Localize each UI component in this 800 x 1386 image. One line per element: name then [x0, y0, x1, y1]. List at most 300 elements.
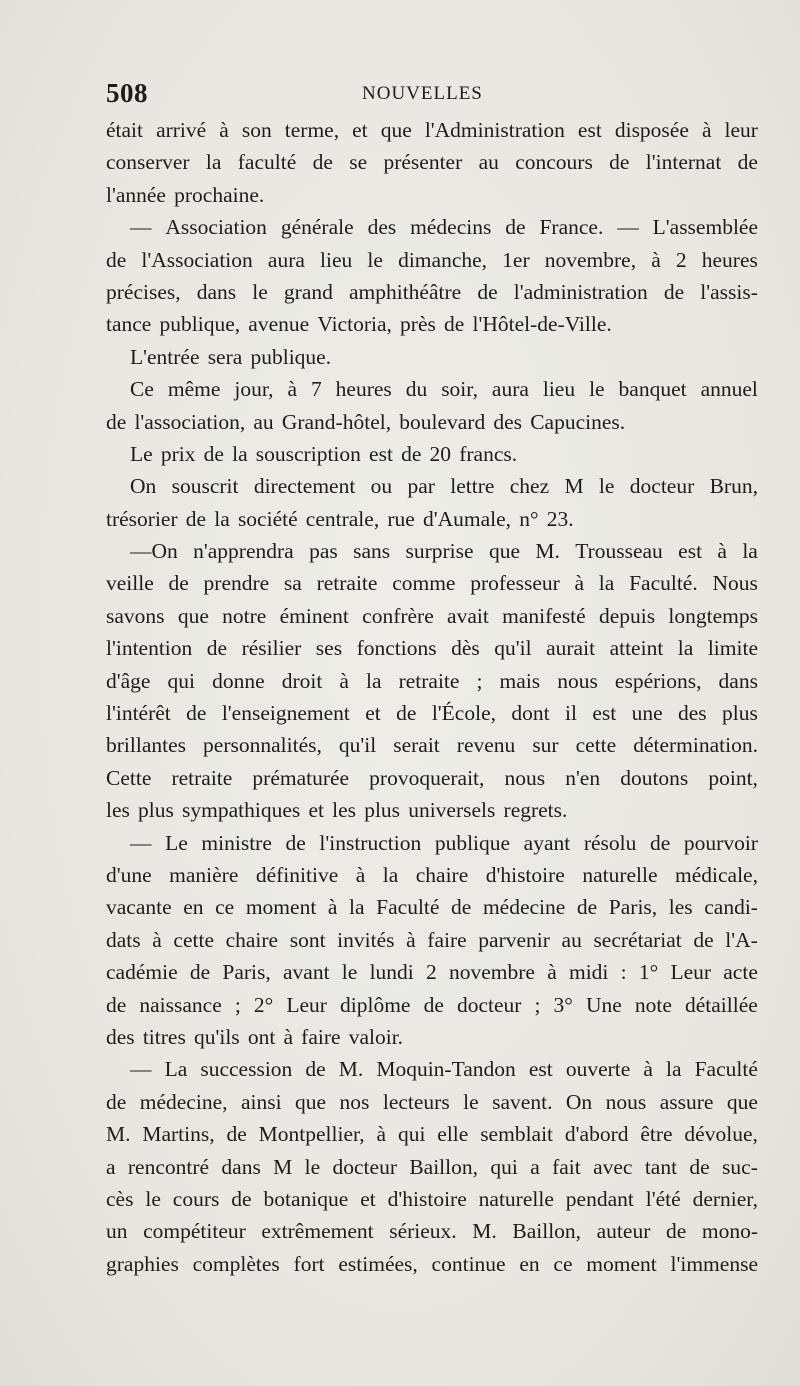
word: veille — [106, 571, 154, 596]
word: prochaine. — [174, 182, 265, 207]
word: que — [295, 1089, 327, 1114]
word: aurait — [546, 636, 596, 661]
word: naturelle — [478, 1186, 554, 1211]
word: ses — [315, 636, 343, 661]
word: détermination. — [633, 733, 758, 758]
word: ainsi — [240, 1089, 282, 1114]
word: la — [349, 895, 365, 920]
word: n'en — [565, 765, 601, 790]
word: estimées, — [338, 1251, 418, 1276]
word: ont — [247, 1024, 276, 1049]
word: la — [598, 571, 615, 596]
text-line — [106, 1215, 758, 1247]
word: l'enseignement — [221, 701, 350, 726]
word: l'administration — [513, 279, 648, 304]
word: titres — [142, 1024, 186, 1049]
word: dès — [451, 636, 480, 661]
word: midi — [568, 960, 609, 985]
word: Moquin-Tandon — [376, 1057, 516, 1082]
word: de — [168, 571, 189, 596]
word: est — [592, 701, 617, 726]
word: d'histoire — [485, 862, 565, 887]
word: l'assis- — [700, 279, 758, 304]
word: provoquerait, — [369, 765, 485, 790]
word: France. — [539, 215, 604, 240]
word: avait — [447, 603, 489, 628]
word: la — [665, 1057, 682, 1082]
text-line — [106, 729, 758, 761]
word: M. — [338, 1057, 364, 1082]
word: de — [477, 279, 498, 304]
word: terme, — [284, 118, 340, 142]
word: de — [106, 409, 127, 434]
word: auteur — [596, 1219, 651, 1244]
text-line — [106, 1183, 758, 1215]
word: a — [106, 1154, 116, 1179]
word: depuis — [598, 603, 656, 628]
word: plus — [722, 701, 758, 726]
word: de — [665, 1219, 687, 1244]
word: se — [349, 150, 368, 175]
word: d'abord — [564, 1122, 629, 1147]
word: qui — [397, 1122, 426, 1147]
word: nos — [339, 1089, 370, 1114]
word: à — [152, 927, 162, 952]
word: générale — [280, 215, 354, 240]
word: sympathiques — [182, 798, 301, 823]
word: Leur — [670, 960, 712, 985]
word: boulevard — [399, 409, 486, 434]
word: l'Hôtel-de-Ville. — [472, 312, 612, 337]
word: complètes — [192, 1251, 280, 1276]
word: docteur — [456, 992, 522, 1017]
word: de — [650, 830, 671, 855]
word: extrêmement — [261, 1219, 374, 1244]
word: à — [287, 377, 297, 402]
word: d'une — [106, 862, 152, 887]
word: ministre — [201, 830, 272, 855]
word: éminent — [279, 603, 349, 628]
word: cette — [173, 927, 214, 952]
word: francs. — [459, 441, 518, 466]
word: l'internat — [645, 150, 722, 175]
word: M. — [472, 1219, 497, 1244]
word: suc- — [722, 1154, 758, 1179]
word: notre — [222, 603, 267, 628]
text-line — [106, 244, 758, 276]
word: souscrit — [171, 474, 239, 499]
word: avec — [593, 1154, 633, 1179]
word: et — [352, 118, 368, 142]
word: de — [312, 150, 333, 175]
word: publique — [434, 830, 511, 855]
word: l'été — [645, 1186, 681, 1211]
word: 2 — [426, 960, 437, 985]
word: rencontré — [127, 1154, 210, 1179]
word: 3° — [553, 992, 573, 1017]
word: Faculté — [376, 895, 440, 920]
word: n'apprendra — [193, 539, 294, 564]
word: l'instruction — [319, 830, 422, 855]
word: cette — [575, 733, 617, 758]
word: cadémie — [106, 960, 178, 985]
word: lettre — [450, 474, 495, 499]
word: naturelle — [582, 862, 658, 887]
word: botanique — [263, 1186, 349, 1211]
word: Cette — [106, 765, 152, 790]
word: par — [407, 474, 435, 499]
word: arrivé — [156, 118, 207, 142]
word: — — [130, 1057, 152, 1082]
word: novembre — [448, 960, 535, 985]
word: plus — [364, 798, 401, 823]
text-line — [106, 503, 758, 535]
word: nous — [504, 765, 546, 790]
word: que — [177, 603, 209, 628]
word: l'immense — [670, 1251, 758, 1276]
word: invités — [337, 927, 395, 952]
word: centrale, — [305, 506, 380, 531]
word: souscription — [255, 441, 361, 466]
word: plus — [138, 798, 174, 823]
word: ; — [234, 992, 241, 1017]
word: résilier — [241, 636, 302, 661]
word: ; — [534, 992, 541, 1017]
word: docteur — [629, 474, 695, 499]
word: la — [677, 636, 694, 661]
word: regrets. — [503, 798, 568, 823]
word: concours — [515, 150, 593, 175]
word: faire — [301, 1024, 341, 1049]
word: le — [598, 474, 615, 499]
word: la — [205, 150, 222, 175]
word: à — [283, 1024, 294, 1049]
word: de — [693, 927, 714, 952]
word: cours — [172, 1186, 220, 1211]
word: L'assemblée — [652, 215, 758, 240]
word: Une — [585, 992, 622, 1017]
word: dats — [106, 927, 141, 952]
word: dont — [511, 701, 550, 726]
word: l'École, — [431, 701, 496, 726]
word: au — [253, 409, 274, 434]
word: Brun, — [709, 474, 758, 499]
word: lieu — [542, 377, 576, 402]
text-line — [106, 470, 758, 502]
word: l'Association — [141, 247, 253, 272]
page-number: 508 — [106, 78, 148, 108]
word: à — [643, 1057, 653, 1082]
word: pourvoir — [683, 830, 758, 855]
word: Le — [165, 830, 188, 855]
word: présenter — [383, 150, 463, 175]
word: à — [355, 862, 366, 887]
word: médecine — [482, 895, 566, 920]
word: dans — [196, 279, 237, 304]
word: conserver — [106, 150, 190, 175]
word: sa — [283, 571, 302, 596]
word: la — [232, 441, 248, 466]
text-line — [106, 308, 758, 340]
word: Faculté. — [629, 571, 698, 596]
text-line — [106, 632, 758, 664]
word: de — [609, 150, 630, 175]
word: précises, — [106, 279, 181, 304]
word: jour, — [234, 377, 274, 402]
word: acte — [723, 960, 758, 985]
word: de — [189, 960, 211, 985]
word: les — [106, 798, 130, 823]
word: des — [678, 701, 707, 726]
word: de — [231, 1186, 252, 1211]
word: médecins — [410, 215, 492, 240]
text-line — [106, 341, 758, 373]
word: longtemps — [668, 603, 758, 628]
word: Baillon, — [409, 1154, 479, 1179]
word: de — [576, 895, 598, 920]
word: la — [365, 668, 382, 693]
word: dans — [718, 668, 758, 693]
word: à — [651, 247, 661, 272]
word: en — [519, 1251, 540, 1276]
word: tance — [106, 312, 152, 337]
word: être — [640, 1122, 673, 1147]
word: est — [528, 1057, 553, 1082]
word: universels — [408, 798, 496, 823]
word: de — [203, 441, 224, 466]
word: lundi — [369, 960, 414, 985]
word: l'association, — [134, 409, 246, 434]
word: Trousseau — [575, 539, 663, 564]
word: tant — [644, 1154, 678, 1179]
word: 1° — [638, 960, 659, 985]
word: candi- — [704, 895, 758, 920]
word: continue — [431, 1251, 506, 1276]
text-line — [106, 1086, 758, 1118]
word: de — [396, 701, 417, 726]
word: de — [689, 1154, 710, 1179]
word: lecteurs — [382, 1089, 450, 1114]
word: de — [186, 701, 207, 726]
word: atteint — [609, 636, 664, 661]
word: ; — [476, 668, 483, 693]
text-line — [106, 276, 758, 308]
word: professeur — [470, 571, 560, 596]
text-line — [106, 1248, 758, 1280]
word: vacante — [106, 895, 172, 920]
word: sans — [353, 539, 391, 564]
word: prix — [160, 441, 196, 466]
word: soir, — [441, 377, 478, 402]
word: retraite — [316, 571, 378, 596]
word: une — [631, 701, 663, 726]
word: il — [564, 701, 577, 726]
word: les — [332, 798, 357, 823]
word: brillantes — [106, 733, 187, 758]
word: le — [252, 279, 268, 304]
word: ce — [215, 895, 235, 920]
word: note — [634, 992, 672, 1017]
word: secrétariat — [593, 927, 682, 952]
word: de — [226, 1122, 247, 1147]
word: de — [401, 441, 422, 466]
word: que — [726, 1089, 758, 1114]
word: revenu — [456, 733, 516, 758]
word: M. — [106, 1122, 131, 1147]
word: à — [574, 571, 585, 596]
word: M. — [535, 539, 560, 564]
word: trésorier — [106, 506, 178, 531]
word: le — [589, 377, 605, 402]
word: retraite — [171, 765, 233, 790]
word: manifesté — [502, 603, 586, 628]
word: dans — [221, 1154, 261, 1179]
word: était — [106, 118, 144, 142]
word: aura — [491, 377, 529, 402]
word: valoir. — [348, 1024, 404, 1049]
word: sérieux. — [389, 1219, 457, 1244]
word: et — [308, 798, 324, 823]
word: droit — [281, 668, 323, 693]
text-line — [106, 179, 758, 211]
text-line — [106, 1151, 758, 1183]
word: lieu — [320, 247, 353, 272]
word: heures — [701, 247, 758, 272]
word: naissance — [139, 992, 222, 1017]
word: mono- — [701, 1219, 758, 1244]
word: aura — [267, 247, 305, 272]
word: un — [106, 1219, 128, 1244]
word: est — [369, 441, 393, 466]
word: 20 — [429, 441, 452, 466]
word: rue — [387, 506, 415, 531]
word: au — [478, 150, 499, 175]
word: leur — [724, 118, 758, 142]
word: des — [106, 1024, 135, 1049]
word: définitive — [255, 862, 339, 887]
text-line — [106, 211, 758, 243]
word: dévolue, — [684, 1122, 758, 1147]
word: et — [365, 701, 381, 726]
word: son — [241, 118, 272, 142]
word: chez — [509, 474, 550, 499]
word: d'âge — [106, 668, 151, 693]
word: médicale, — [675, 862, 758, 887]
word: en — [183, 895, 204, 920]
word: à — [339, 668, 349, 693]
word: nous — [557, 668, 598, 693]
word: diplôme — [340, 992, 411, 1017]
word: fonctions — [356, 636, 437, 661]
text-line — [106, 114, 758, 146]
word: de — [663, 279, 685, 304]
text-line — [106, 762, 758, 794]
word: sur — [532, 733, 559, 758]
word: succession — [200, 1057, 293, 1082]
text-line — [106, 600, 758, 632]
word: graphies — [106, 1251, 179, 1276]
word: retraite — [398, 668, 460, 693]
text-line — [106, 924, 758, 956]
word: de — [106, 247, 127, 272]
word: serait — [393, 733, 440, 758]
word: de — [505, 215, 526, 240]
word: 7 — [310, 377, 322, 402]
word: qui — [490, 1154, 518, 1179]
word: d'Aumale, — [422, 506, 512, 531]
word: surprise — [405, 539, 474, 564]
word: limite — [707, 636, 758, 661]
word: à — [406, 927, 416, 952]
text-line — [106, 438, 758, 470]
word: docteur — [332, 1154, 397, 1179]
text-line — [106, 956, 758, 988]
word: Paris, — [222, 960, 271, 985]
word: de — [451, 895, 472, 920]
word: à — [327, 895, 338, 920]
word: prendre — [203, 571, 270, 596]
text-line — [106, 989, 758, 1021]
word: même — [167, 377, 221, 402]
word: qu'il — [338, 733, 377, 758]
word: 1er — [502, 247, 530, 272]
word: ou — [370, 474, 393, 499]
word: le — [367, 247, 383, 272]
text-line — [106, 665, 758, 697]
word: près — [400, 312, 436, 337]
word: espérions, — [614, 668, 702, 693]
word: Grand-hôtel, — [281, 409, 392, 434]
running-title: NOUVELLES — [362, 83, 483, 104]
text-line — [106, 146, 758, 178]
word: point, — [708, 765, 758, 790]
word: avant — [283, 960, 330, 985]
word: à — [547, 960, 557, 985]
word: de — [185, 506, 207, 531]
word: pas — [309, 539, 338, 564]
word: sont — [289, 927, 326, 952]
word: doutons — [620, 765, 689, 790]
word: à — [376, 1122, 387, 1147]
text-line — [106, 567, 758, 599]
word: qui — [167, 668, 196, 693]
word: directement — [253, 474, 356, 499]
word: sera — [207, 344, 243, 369]
text-line — [106, 891, 758, 923]
word: faculté — [237, 150, 297, 175]
word: ce — [553, 1251, 573, 1276]
word: de — [106, 992, 127, 1017]
word: détaillée — [685, 992, 758, 1017]
word: Ce — [130, 377, 154, 402]
word: ayant — [523, 830, 571, 855]
word: fait — [552, 1154, 581, 1179]
word: L'entrée — [130, 344, 200, 369]
word: à — [219, 118, 229, 142]
text-line — [106, 697, 758, 729]
word: moment — [586, 1251, 657, 1276]
word: cès — [106, 1186, 134, 1211]
word: —On — [130, 539, 178, 564]
word: de — [285, 830, 306, 855]
word: 2° — [253, 992, 274, 1017]
word: de — [423, 992, 444, 1017]
word: la — [742, 539, 758, 564]
word: pendant — [565, 1186, 634, 1211]
word: — — [617, 215, 639, 240]
word: le — [463, 1089, 479, 1114]
word: On — [130, 474, 157, 499]
